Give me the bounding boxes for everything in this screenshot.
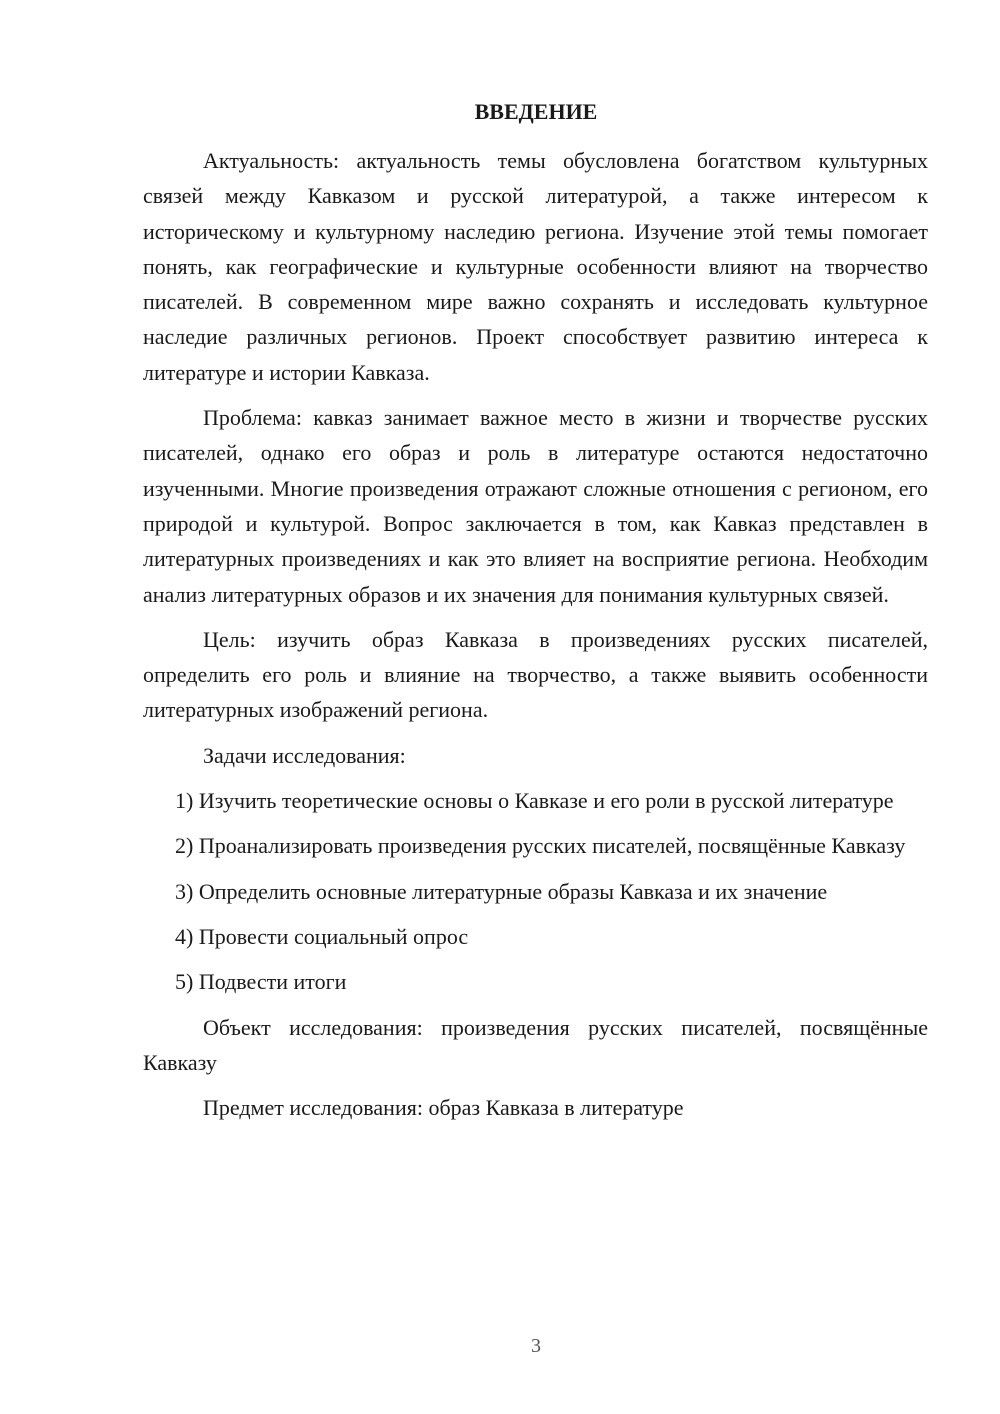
subject-paragraph: Предмет исследования: образ Кавказа в литературе — [203, 1095, 684, 1121]
page-number: 3 — [531, 1335, 541, 1357]
task-item: 5) Подвести итоги — [175, 969, 347, 995]
task-item: 2) Проанализировать произведения русских писателей, посвящённые Кавказу — [175, 833, 906, 859]
relevance-paragraph: Актуальность: актуальность темы обусловлена богатством культурных связей между Кавказом и русской литературой, а также интересом к историческому и культурному наследию региона. Изучение этой темы помогает понять, как географические и культурные особенности влияют на творчество писателей. В современном мире важно сохранять и исследовать культурное наследие различных регионов. Проект способствует развитию интереса к литературе и истории Кавказа. — [143, 148, 928, 385]
document-body — [143, 143, 928, 1135]
tasks-heading: Задачи исследования: — [203, 742, 406, 768]
task-item: 4) Провести социальный опрос — [175, 923, 469, 949]
task-item: 3) Определить основные литературные образы Кавказа и их значение — [175, 878, 828, 904]
task-item: 1) Изучить теоретические основы о Кавказе и его роли в русской литературе — [175, 788, 894, 814]
section-title: ВВЕДЕНИЕ — [474, 99, 598, 124]
goal-paragraph: Цель: изучить образ Кавказа в произведениях русских писателей, определить его роль и влияние на творчество, а также выявить особенности литературных изображений региона. — [143, 626, 928, 723]
problem-paragraph: Проблема: кавказ занимает важное место в жизни и творчестве русских писателей, однако его образ и роль в литературе остаются недостаточно изученными. Многие произведения отражают сложные отношения с регионом, его природой и культурой. Вопрос заключается в том, как Кавказ представлен в литературных произведениях и как это влияет на восприятие региона. Необходим анализ литературных образов и их значения для понимания культурных связей. — [143, 405, 928, 607]
object-paragraph: Объект исследования: произведения русских писателей, посвящённые Кавказу — [143, 1014, 928, 1075]
